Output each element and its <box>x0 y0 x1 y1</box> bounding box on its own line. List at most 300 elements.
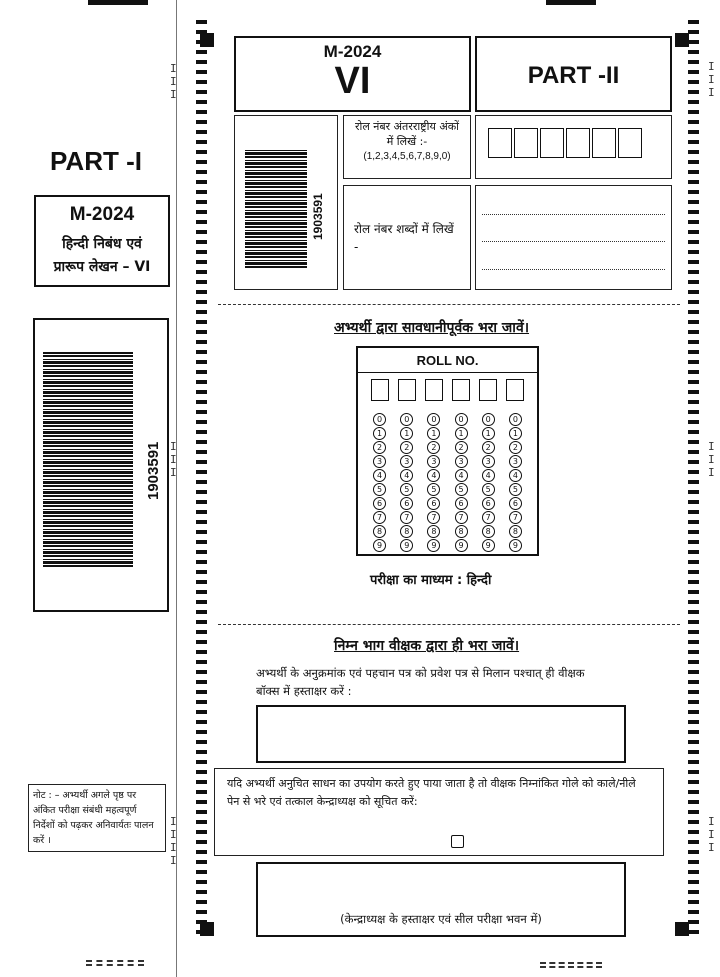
roll-no-bubble[interactable]: 1 <box>400 427 413 440</box>
top-mark-right <box>546 0 596 5</box>
roll-no-bubble[interactable]: 3 <box>455 455 468 468</box>
roll-no-bubble[interactable]: 8 <box>509 525 522 538</box>
roll-no-bubble[interactable]: 5 <box>427 483 440 496</box>
roll-words-line-1 <box>482 214 665 215</box>
roll-no-bubble[interactable]: 8 <box>373 525 386 538</box>
timing-mark <box>196 710 207 714</box>
timing-mark <box>196 860 207 864</box>
roll-no-bubble[interactable]: 0 <box>427 413 440 426</box>
timing-mark <box>688 680 699 684</box>
timing-mark <box>688 130 699 134</box>
timing-mark <box>196 510 207 514</box>
timing-mark <box>688 310 699 314</box>
timing-mark <box>196 530 207 534</box>
timing-mark <box>196 450 207 454</box>
unfair-means-bubble[interactable] <box>451 835 464 848</box>
roll-digits-entry[interactable] <box>475 115 672 179</box>
timing-mark <box>688 860 699 864</box>
roll-no-box-4[interactable] <box>452 379 470 401</box>
timing-mark <box>688 670 699 674</box>
left-subject-box <box>34 195 170 287</box>
corner-mark-tr <box>675 33 689 47</box>
timing-mark <box>688 830 699 834</box>
header-part-box <box>475 36 672 112</box>
timing-mark <box>688 540 699 544</box>
roll-no-bubble[interactable]: 0 <box>509 413 522 426</box>
perf-ticks-2: I I I <box>170 440 176 479</box>
roll-no-bubble[interactable]: 7 <box>482 511 495 524</box>
timing-mark <box>196 460 207 464</box>
roll-no-bubble[interactable]: 8 <box>427 525 440 538</box>
roll-words-label: रोल नंबर शब्दों में लिखें - <box>354 222 454 254</box>
timing-mark <box>688 880 699 884</box>
roll-words-label-box <box>343 185 471 290</box>
roll-no-bubble[interactable]: 2 <box>427 441 440 454</box>
timing-mark <box>688 440 699 444</box>
roll-no-bubble[interactable]: 7 <box>373 511 386 524</box>
timing-mark <box>688 90 699 94</box>
left-timing-marks <box>196 20 207 940</box>
timing-mark <box>196 380 207 384</box>
timing-mark <box>196 420 207 424</box>
timing-mark <box>688 790 699 794</box>
timing-mark <box>196 120 207 124</box>
roll-no-bubble[interactable]: 9 <box>400 539 413 552</box>
roll-no-bubble[interactable]: 9 <box>509 539 522 552</box>
header-code: M-2024 <box>323 42 382 61</box>
timing-mark <box>196 870 207 874</box>
timing-mark <box>688 240 699 244</box>
roll-no-bubble-column <box>427 413 440 553</box>
roll-no-bubbles <box>358 401 537 553</box>
roll-no-bubble[interactable]: 1 <box>427 427 440 440</box>
corner-mark-tl <box>200 33 214 47</box>
timing-mark <box>688 40 699 44</box>
timing-mark <box>196 550 207 554</box>
timing-mark <box>688 610 699 614</box>
roll-no-bubble[interactable]: 9 <box>455 539 468 552</box>
timing-mark <box>196 670 207 674</box>
roll-no-bubble[interactable]: 6 <box>400 497 413 510</box>
timing-mark <box>196 140 207 144</box>
timing-mark <box>196 690 207 694</box>
timing-mark <box>196 900 207 904</box>
timing-mark <box>688 210 699 214</box>
timing-mark <box>688 720 699 724</box>
left-subject-line2: प्रारूप लेखन – VI <box>53 259 151 275</box>
timing-mark <box>196 620 207 624</box>
timing-mark <box>196 500 207 504</box>
timing-mark <box>688 590 699 594</box>
timing-mark <box>196 810 207 814</box>
timing-mark <box>688 550 699 554</box>
timing-mark <box>196 260 207 264</box>
timing-mark <box>688 120 699 124</box>
bottom-marks-right <box>540 962 602 968</box>
top-mark-left <box>88 0 148 5</box>
timing-mark <box>688 840 699 844</box>
roll-no-bubble[interactable]: 4 <box>400 469 413 482</box>
roll-no-bubble-column <box>373 413 386 553</box>
timing-mark <box>196 190 207 194</box>
timing-mark <box>688 480 699 484</box>
timing-mark <box>196 600 207 604</box>
invigilator-signature-box[interactable] <box>256 705 626 763</box>
timing-mark <box>196 470 207 474</box>
right-timing-marks <box>688 20 699 940</box>
timing-mark <box>196 360 207 364</box>
timing-mark <box>688 290 699 294</box>
timing-mark <box>688 690 699 694</box>
timing-mark <box>196 840 207 844</box>
roll-no-bubble[interactable]: 8 <box>455 525 468 538</box>
timing-mark <box>196 310 207 314</box>
timing-mark <box>688 570 699 574</box>
roll-no-bubble[interactable]: 7 <box>455 511 468 524</box>
timing-mark <box>688 200 699 204</box>
roll-no-bubble[interactable]: 5 <box>482 483 495 496</box>
timing-mark <box>196 520 207 524</box>
timing-mark <box>688 110 699 114</box>
timing-mark <box>196 110 207 114</box>
centre-sign-label: (केन्द्राध्यक्ष के हस्ताक्षर एवं सील परीक्षा भवन में) <box>340 912 542 926</box>
roll-no-bubble[interactable]: 0 <box>400 413 413 426</box>
timing-mark <box>688 380 699 384</box>
timing-mark <box>196 580 207 584</box>
roll-no-bubble[interactable]: 2 <box>400 441 413 454</box>
roll-no-box-1[interactable] <box>371 379 389 401</box>
roll-no-bubble[interactable]: 4 <box>373 469 386 482</box>
roll-no-bubble[interactable]: 2 <box>482 441 495 454</box>
timing-mark <box>688 850 699 854</box>
timing-mark <box>196 130 207 134</box>
timing-mark <box>688 100 699 104</box>
roll-no-bubble[interactable]: 0 <box>482 413 495 426</box>
roll-no-bubble[interactable]: 5 <box>509 483 522 496</box>
timing-mark <box>688 620 699 624</box>
timing-mark <box>196 440 207 444</box>
roll-no-bubble-column <box>400 413 413 553</box>
roll-no-bubble[interactable]: 0 <box>455 413 468 426</box>
roll-no-bubble[interactable]: 9 <box>482 539 495 552</box>
roll-no-bubble[interactable]: 9 <box>373 539 386 552</box>
timing-mark <box>688 410 699 414</box>
timing-mark <box>196 880 207 884</box>
timing-mark <box>196 740 207 744</box>
corner-mark-br <box>675 922 689 936</box>
timing-mark <box>196 150 207 154</box>
timing-mark <box>196 850 207 854</box>
left-code: M-2024 <box>69 204 135 225</box>
timing-mark <box>196 660 207 664</box>
centre-sign-box[interactable] <box>256 862 626 937</box>
timing-mark <box>688 890 699 894</box>
timing-mark <box>688 150 699 154</box>
timing-mark <box>688 640 699 644</box>
roll-no-bubble[interactable]: 8 <box>482 525 495 538</box>
roll-no-bubble-column <box>482 413 495 553</box>
timing-mark <box>196 210 207 214</box>
timing-mark <box>688 500 699 504</box>
timing-mark <box>688 710 699 714</box>
roll-no-bubble[interactable]: 6 <box>509 497 522 510</box>
timing-mark <box>688 230 699 234</box>
timing-mark <box>688 470 699 474</box>
header-paper-number: VI <box>334 60 371 102</box>
timing-mark <box>196 80 207 84</box>
timing-mark <box>196 330 207 334</box>
roll-barcode-box <box>234 115 338 290</box>
timing-mark <box>196 180 207 184</box>
timing-mark <box>196 270 207 274</box>
timing-mark <box>196 830 207 834</box>
roll-no-bubble[interactable]: 6 <box>373 497 386 510</box>
right-edge-ticks-2: I I I <box>708 440 714 479</box>
timing-mark <box>688 910 699 914</box>
timing-mark <box>196 220 207 224</box>
timing-mark <box>688 50 699 54</box>
timing-mark <box>688 340 699 344</box>
corner-mark-bl <box>200 922 214 936</box>
roll-barcode-number: 1903591 <box>311 193 325 240</box>
roll-no-bubble[interactable]: 5 <box>455 483 468 496</box>
timing-mark <box>196 590 207 594</box>
left-barcode <box>43 352 133 567</box>
roll-words-entry[interactable] <box>475 185 672 290</box>
timing-mark <box>196 430 207 434</box>
roll-no-bubble[interactable]: 1 <box>373 427 386 440</box>
left-note: नोट : – अभ्यर्थी अगले पृष्ठ पर अंकित परीक्षा संबंधी महत्वपूर्ण निर्देशों को पढ़कर अनिवार्यतः पालन करें । <box>33 790 154 846</box>
timing-mark <box>688 330 699 334</box>
perforation-line <box>176 0 177 977</box>
timing-mark <box>688 270 699 274</box>
timing-mark <box>196 300 207 304</box>
timing-mark <box>688 490 699 494</box>
timing-mark <box>196 780 207 784</box>
timing-mark <box>196 230 207 234</box>
roll-no-bubble[interactable]: 2 <box>509 441 522 454</box>
timing-mark <box>688 920 699 924</box>
timing-mark <box>688 360 699 364</box>
timing-mark <box>688 420 699 424</box>
roll-no-bubble[interactable]: 1 <box>482 427 495 440</box>
timing-mark <box>196 820 207 824</box>
roll-no-bubble[interactable]: 6 <box>482 497 495 510</box>
exam-medium: परीक्षा का माध्यम : हिन्दी <box>370 573 492 588</box>
timing-mark <box>688 930 699 934</box>
roll-no-box-2[interactable] <box>398 379 416 401</box>
timing-mark <box>688 630 699 634</box>
roll-no-digit-boxes <box>358 373 537 401</box>
roll-digit-box-4[interactable] <box>566 128 590 158</box>
roll-no-box-3[interactable] <box>425 379 443 401</box>
timing-mark <box>688 300 699 304</box>
timing-mark <box>688 400 699 404</box>
timing-mark <box>688 820 699 824</box>
timing-mark <box>688 20 699 24</box>
timing-mark <box>688 80 699 84</box>
timing-mark <box>196 20 207 24</box>
timing-mark <box>688 280 699 284</box>
timing-mark <box>196 290 207 294</box>
roll-no-bubble[interactable]: 7 <box>427 511 440 524</box>
roll-no-bubble[interactable]: 4 <box>509 469 522 482</box>
left-barcode-number: 1903591 <box>145 441 162 500</box>
timing-mark <box>688 370 699 374</box>
timing-mark <box>196 170 207 174</box>
roll-no-title: ROLL NO. <box>358 348 537 373</box>
roll-digit-box-2[interactable] <box>514 128 538 158</box>
timing-mark <box>196 400 207 404</box>
timing-mark <box>196 200 207 204</box>
left-subject-line1: हिन्दी निबंध एवं <box>62 236 142 252</box>
roll-no-bubble[interactable]: 9 <box>427 539 440 552</box>
timing-mark <box>196 640 207 644</box>
timing-mark <box>688 650 699 654</box>
timing-mark <box>196 60 207 64</box>
roll-digit-box-1[interactable] <box>488 128 512 158</box>
roll-no-bubble[interactable]: 4 <box>482 469 495 482</box>
timing-mark <box>688 70 699 74</box>
roll-no-bubble[interactable]: 3 <box>373 455 386 468</box>
timing-mark <box>196 790 207 794</box>
bottom-marks-left <box>86 960 144 966</box>
roll-no-bubble[interactable]: 0 <box>373 413 386 426</box>
timing-mark <box>196 680 207 684</box>
roll-no-box-5[interactable] <box>479 379 497 401</box>
timing-mark <box>196 350 207 354</box>
roll-no-bubble[interactable]: 1 <box>455 427 468 440</box>
timing-mark <box>196 540 207 544</box>
timing-mark <box>196 630 207 634</box>
right-edge-ticks-1: I I I <box>708 60 714 99</box>
timing-mark <box>196 70 207 74</box>
timing-mark <box>688 660 699 664</box>
timing-mark <box>196 750 207 754</box>
roll-digit-box-5[interactable] <box>592 128 616 158</box>
roll-no-bubble[interactable]: 7 <box>400 511 413 524</box>
roll-no-bubble[interactable]: 5 <box>373 483 386 496</box>
roll-no-bubble[interactable]: 2 <box>455 441 468 454</box>
timing-mark <box>688 220 699 224</box>
timing-mark <box>196 340 207 344</box>
timing-mark <box>688 560 699 564</box>
roll-no-bubble[interactable]: 3 <box>427 455 440 468</box>
timing-mark <box>196 720 207 724</box>
roll-no-bubble[interactable]: 6 <box>427 497 440 510</box>
timing-mark <box>688 600 699 604</box>
section-divider-2 <box>218 624 680 625</box>
timing-mark <box>196 890 207 894</box>
timing-mark <box>196 240 207 244</box>
roll-no-bubble-column <box>509 413 522 553</box>
roll-words-line-2 <box>482 241 665 242</box>
perf-ticks-1: I I I <box>170 62 176 101</box>
roll-no-bubble[interactable]: 7 <box>509 511 522 524</box>
timing-mark <box>196 730 207 734</box>
timing-mark <box>688 870 699 874</box>
roll-no-bubble[interactable]: 2 <box>373 441 386 454</box>
timing-mark <box>196 100 207 104</box>
right-edge-ticks-3: I I I <box>708 815 714 854</box>
timing-mark <box>196 610 207 614</box>
timing-mark <box>196 90 207 94</box>
timing-mark <box>196 320 207 324</box>
timing-mark <box>688 780 699 784</box>
left-note-box <box>28 784 166 852</box>
roll-no-bubble-column <box>455 413 468 553</box>
timing-mark <box>196 370 207 374</box>
timing-mark <box>688 450 699 454</box>
timing-mark <box>688 250 699 254</box>
roll-no-bubble[interactable]: 6 <box>455 497 468 510</box>
roll-no-bubble[interactable]: 4 <box>427 469 440 482</box>
timing-mark <box>196 50 207 54</box>
roll-barcode <box>245 148 307 268</box>
timing-mark <box>196 650 207 654</box>
timing-mark <box>688 770 699 774</box>
roll-digit-box-6[interactable] <box>618 128 642 158</box>
timing-mark <box>196 910 207 914</box>
timing-mark <box>196 760 207 764</box>
timing-mark <box>688 390 699 394</box>
timing-mark <box>688 740 699 744</box>
timing-mark <box>196 570 207 574</box>
timing-mark <box>688 350 699 354</box>
header-code-box <box>234 36 471 112</box>
roll-no-bubble[interactable]: 4 <box>455 469 468 482</box>
roll-no-bubble[interactable]: 1 <box>509 427 522 440</box>
roll-no-bubble[interactable]: 3 <box>482 455 495 468</box>
timing-mark <box>688 700 699 704</box>
left-part-label: PART -I <box>50 146 142 176</box>
timing-mark <box>688 800 699 804</box>
timing-mark <box>196 770 207 774</box>
timing-mark <box>688 730 699 734</box>
timing-mark <box>688 750 699 754</box>
timing-mark <box>688 30 699 34</box>
timing-mark <box>688 760 699 764</box>
timing-mark <box>688 520 699 524</box>
timing-mark <box>688 170 699 174</box>
roll-no-box-6[interactable] <box>506 379 524 401</box>
unfair-means-text: यदि अभ्यर्थी अनुचित साधन का उपयोग करते हुए पाया जाता है तो वीक्षक निम्नांकित गोले को काले/नीले पेन से भरे एवं तत्काल केन्द्राध्यक्ष को सूचित करें: <box>227 777 636 808</box>
perf-ticks-3: I I I I <box>170 815 176 867</box>
roll-no-bubble[interactable]: 8 <box>400 525 413 538</box>
timing-mark <box>196 280 207 284</box>
left-barcode-box <box>33 318 169 612</box>
roll-no-bubble[interactable]: 3 <box>509 455 522 468</box>
timing-mark <box>688 260 699 264</box>
invigilator-heading: निम्न भाग वीक्षक द्वारा ही भरा जावें। <box>334 638 520 654</box>
timing-mark <box>688 160 699 164</box>
timing-mark <box>196 700 207 704</box>
invigilator-instruction: अभ्यर्थी के अनुक्रमांक एवं पहचान पत्र को प्रवेश पत्र से मिलान पश्चात् ही वीक्षक बॉक्स में हस्ताक्षर करें : <box>256 666 585 698</box>
roll-digit-box-3[interactable] <box>540 128 564 158</box>
timing-mark <box>688 900 699 904</box>
roll-digits-hint: (1,2,3,4,5,6,7,8,9,0) <box>363 151 451 162</box>
timing-mark <box>688 430 699 434</box>
timing-mark <box>688 530 699 534</box>
timing-mark <box>688 810 699 814</box>
roll-no-bubble[interactable]: 3 <box>400 455 413 468</box>
timing-mark <box>688 140 699 144</box>
timing-mark <box>688 510 699 514</box>
roll-no-bubble[interactable]: 5 <box>400 483 413 496</box>
header-part-label: PART -II <box>527 62 620 89</box>
unfair-means-box <box>214 768 664 856</box>
timing-mark <box>196 480 207 484</box>
